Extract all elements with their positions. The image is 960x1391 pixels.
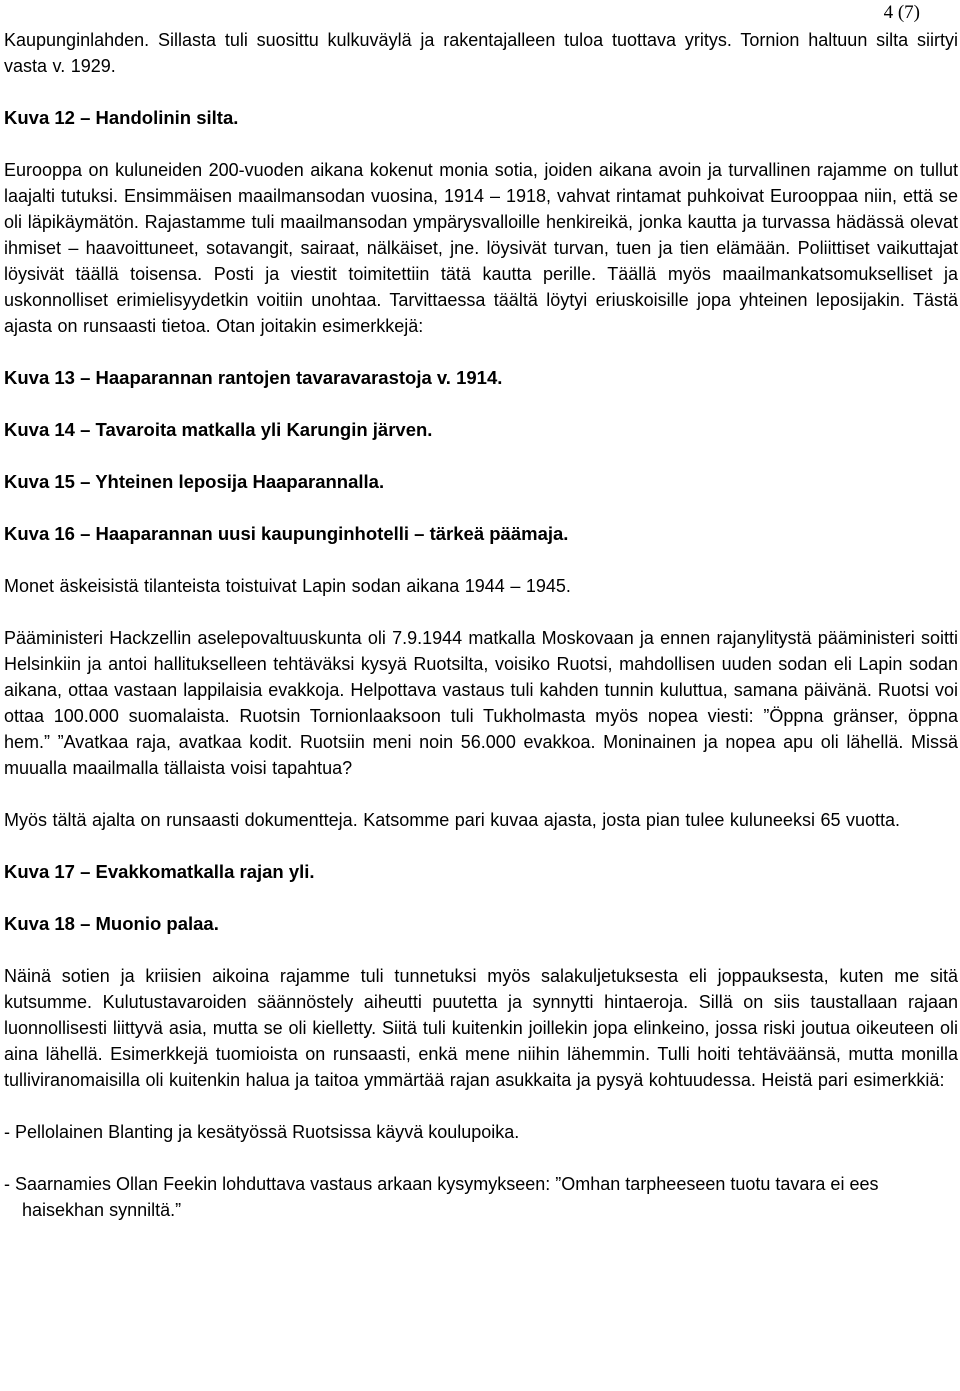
list-item: - Pellolainen Blanting ja kesätyössä Ruotsissa käyvä koulupoika. <box>4 1122 520 1142</box>
page-number: 4 (7) <box>883 2 920 23</box>
figure-caption-17: Kuva 17 – Evakkomatkalla rajan yli. <box>4 861 315 882</box>
paragraph-lapland-war: Monet äskeisistä tilanteista toistuivat Lapin sodan aikana 1944 – 1945. <box>4 576 571 596</box>
list-item: - Saarnamies Ollan Feekin lohduttava vastaus arkaan kysymykseen: ”Omhan tarpheeseen tuotu tavara ei ees haisekhan synniltä.” <box>4 1174 879 1220</box>
paragraph-smuggling: Näinä sotien ja kriisien aikoina rajamme tuli tunnetuksi myös salakuljetuksesta eli joppauksesta, kuten me sitä kutsumme. Kulutustavaroiden säännöstely aiheutti puutetta ja synnytti hintaeroja. Sillä on siis taustallaan rajaan luonnollisesti liittyvä asia, mutta se oli kielletty. Siitä tuli kuitenkin joillekin jopa elinkeino, jossa riski joutua oikeuteen oli aina lähellä. Esimerkkejä tuomioista on runsaasti, enkä mene niihin lähemmin. Tulli hoiti tehtäväänsä, mutta monilla tulliviranomaisilla oli kuitenkin halua ja taitoa ymmärtää rajan asukkaita ja pysyä kohtuudessa. Heistä pari esimerkkiä: <box>4 966 958 1090</box>
paragraph-wars-europe: Eurooppa on kuluneiden 200-vuoden aikana kokenut monia sotia, joiden aikana avoin ja turvallinen rajamme on tullut laajalti tutuksi. Ensimmäisen maailmansodan vuosina, 1914 – 1918, vahvat rintamat puhkoivat Eurooppaa niin, että se oli läpikäymätön. Rajastamme tuli maailmansodan ympärysvalloille henkireikä, jonka kautta ja turvassa hädässä olevat ihmiset – haavoittuneet, sotavangit, sairaat, nälkäiset, jne. löysivät turvan, tuen ja tien elämään. Poliittiset vaikuttajat löysivät täällä toisensa. Posti ja viestit toimitettiin tätä kautta perille. Täällä myös maailmankatsomukselliset ja uskonnolliset erimielisyydetkin voitiin unohtaa. Tarvittaessa täältä löytyi eriuskoisille jopa yhteinen leposijakin. Tästä ajasta on runsaasti tietoa. Otan joitakin esimerkkejä: <box>4 160 958 336</box>
paragraph-evacuation: Pääministeri Hackzellin aselepovaltuuskunta oli 7.9.1944 matkalla Moskovaan ja ennen rajanylitystä pääministeri soitti Helsinkiin ja antoi hallitukselleen tehtäväksi kysyä Ruotsilta, voisiko Ruotsi, mahdollisen uuden sodan eli Lapin sodan aikana, ottaa vastaan lappilaisia evakkoja. Helpottava vastaus tuli kahden tunnin kuluttua, samana päivänä. Ruotsi voi ottaa 100.000 suomalaista. Ruotsin Tornionlaaksoon tuli Tukholmasta myös nopea viesti: ”Öppna gränser, öppna hem.” ”Avatkaa raja, avatkaa kodit. Ruotsiin meni noin 56.000 evakkoa. Moninainen ja nopea apu oli lähellä. Missä muualla maailmalla tällaista voisi tapahtua? <box>4 628 958 778</box>
figure-caption-12: Kuva 12 – Handolinin silta. <box>4 107 239 128</box>
paragraph-bridge-history: Kaupunginlahden. Sillasta tuli suosittu kulkuväylä ja rakentajalleen tuloa tuottava yritys. Tornion haltuun silta siirtyi vasta v. 1929. <box>4 30 958 76</box>
figure-caption-16: Kuva 16 – Haaparannan uusi kaupunginhotelli – tärkeä päämaja. <box>4 523 569 544</box>
figure-caption-14: Kuva 14 – Tavaroita matkalla yli Karungin järven. <box>4 419 433 440</box>
document-body <box>4 27 958 1223</box>
figure-caption-15: Kuva 15 – Yhteinen leposija Haaparannalla. <box>4 471 385 492</box>
figure-caption-18: Kuva 18 – Muonio palaa. <box>4 913 219 934</box>
figure-caption-13: Kuva 13 – Haaparannan rantojen tavaravarastoja v. 1914. <box>4 367 503 388</box>
paragraph-documents: Myös tältä ajalta on runsaasti dokumentteja. Katsomme pari kuvaa ajasta, josta pian tulee kuluneeksi 65 vuotta. <box>4 810 901 830</box>
